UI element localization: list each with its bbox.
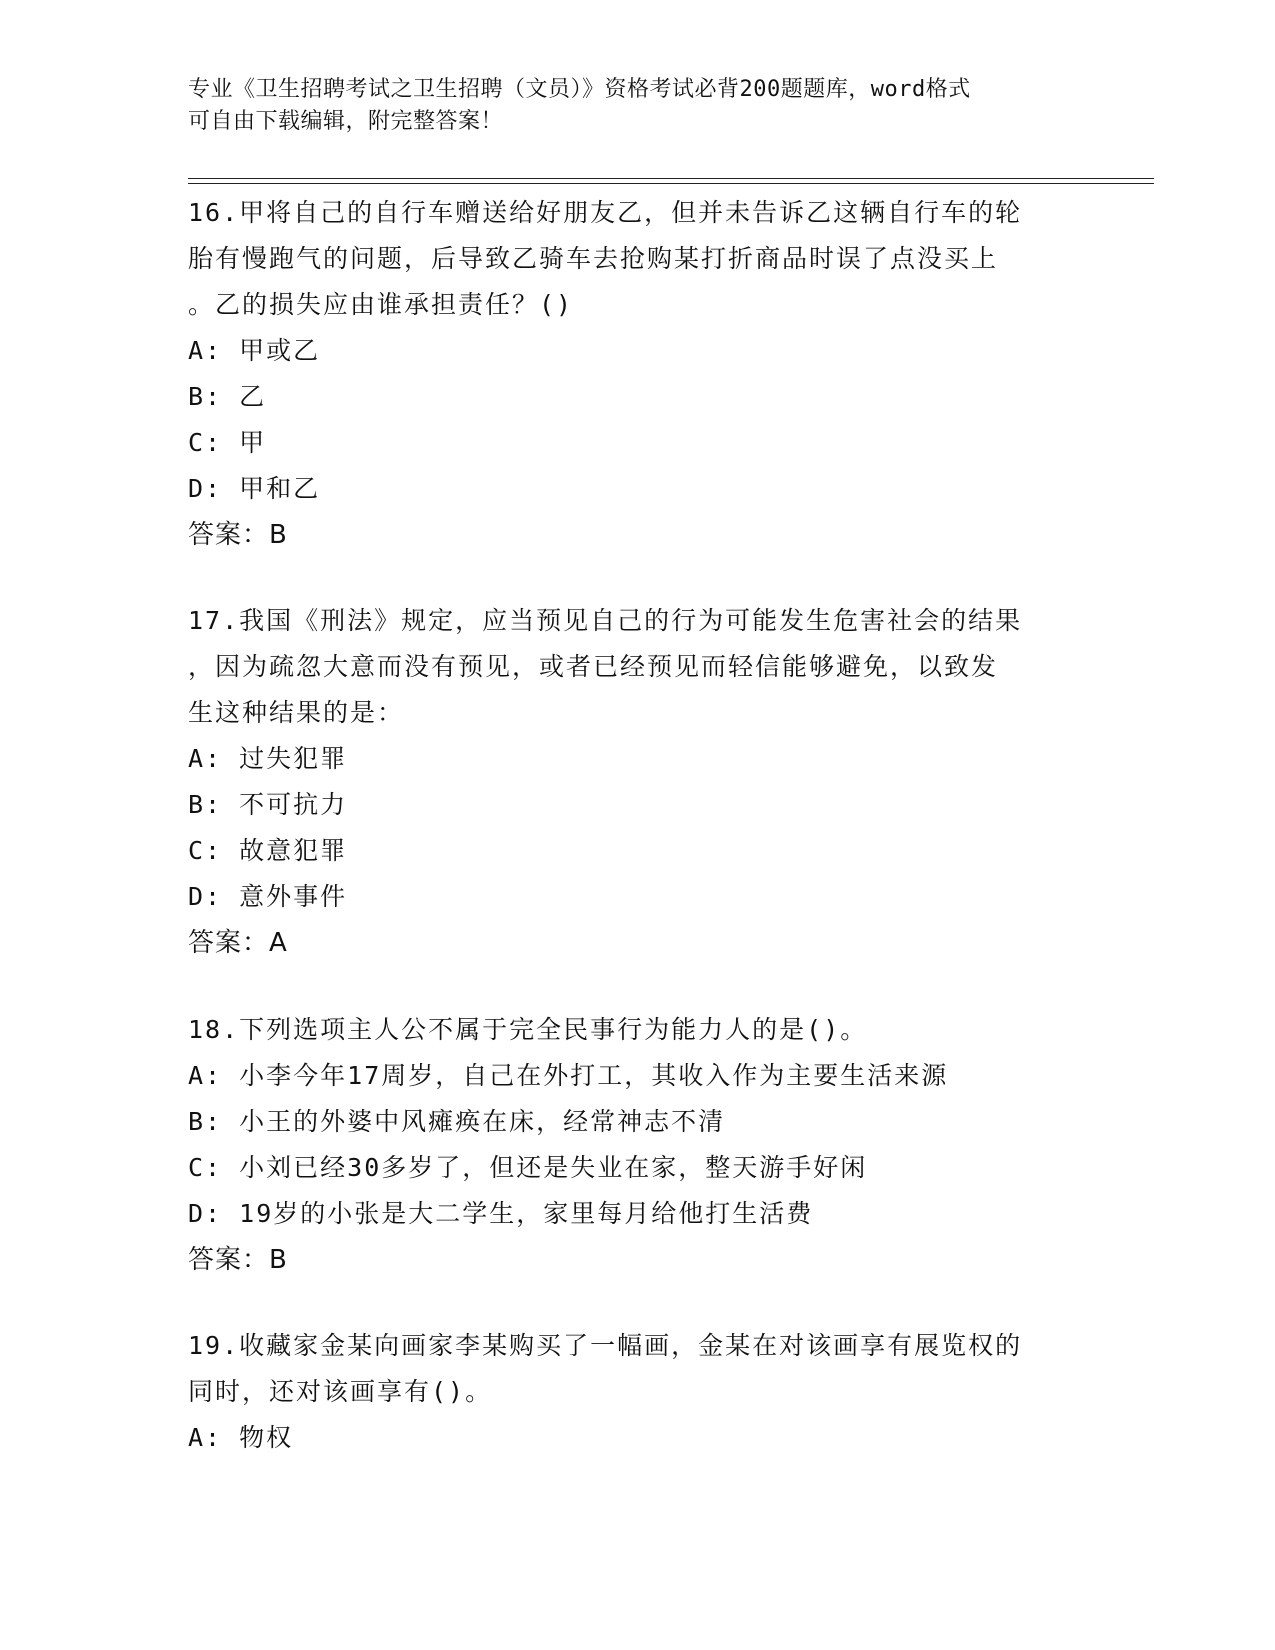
option-a: A: 物权 xyxy=(188,1423,294,1452)
question-18 xyxy=(188,1007,1088,1283)
option-a: A: 过失犯罪 xyxy=(188,744,348,773)
option-d: D: 19岁的小张是大二学生，家里每月给他打生活费 xyxy=(188,1199,814,1228)
option-a: A: 小李今年17周岁，自己在外打工，其收入作为主要生活来源 xyxy=(188,1061,949,1090)
answer-label: 答案：B xyxy=(188,520,288,550)
question-16 xyxy=(188,190,1088,558)
question-text-line: 。乙的损失应由谁承担责任？() xyxy=(188,290,574,319)
question-text-line: 同时，还对该画享有()。 xyxy=(188,1377,493,1406)
option-d: D: 甲和乙 xyxy=(188,474,321,503)
header-title-line-1: 专业《卫生招聘考试之卫生招聘（文员）》资格考试必背200题题库，word格式 xyxy=(188,77,971,102)
question-text-line: 17.我国《刑法》规定，应当预见自己的行为可能发生危害社会的结果 xyxy=(188,606,1023,635)
option-b: B: 乙 xyxy=(188,382,267,411)
option-a: A: 甲或乙 xyxy=(188,336,321,365)
question-19 xyxy=(188,1323,1088,1461)
question-text-line: 19.收藏家金某向画家李某购买了一幅画，金某在对该画享有展览权的 xyxy=(188,1331,1023,1360)
header-divider-top xyxy=(188,178,1154,179)
option-c: C: 故意犯罪 xyxy=(188,836,348,865)
option-c: C: 甲 xyxy=(188,428,267,457)
answer-label: 答案：A xyxy=(188,928,288,958)
question-text-line: 16.甲将自己的自行车赠送给好朋友乙，但并未告诉乙这辆自行车的轮 xyxy=(188,198,1023,227)
option-b: B: 小王的外婆中风瘫痪在床，经常神志不清 xyxy=(188,1107,726,1136)
question-text-line: 胎有慢跑气的问题，后导致乙骑车去抢购某打折商品时误了点没买上 xyxy=(188,244,999,273)
answer-label: 答案：B xyxy=(188,1245,288,1275)
option-d: D: 意外事件 xyxy=(188,882,348,911)
question-text-line: 生这种结果的是： xyxy=(188,698,405,727)
question-text-line: ，因为疏忽大意而没有预见，或者已经预见而轻信能够避免，以致发 xyxy=(188,652,999,681)
question-text-line: 18.下列选项主人公不属于完全民事行为能力人的是()。 xyxy=(188,1015,868,1044)
question-17 xyxy=(188,598,1088,966)
option-c: C: 小刘已经30多岁了，但还是失业在家，整天游手好闲 xyxy=(188,1153,868,1182)
document-header xyxy=(188,74,1088,138)
option-b: B: 不可抗力 xyxy=(188,790,348,819)
header-title-line-2: 可自由下载编辑，附完整答案！ xyxy=(188,109,504,134)
header-divider-bottom xyxy=(188,183,1154,184)
